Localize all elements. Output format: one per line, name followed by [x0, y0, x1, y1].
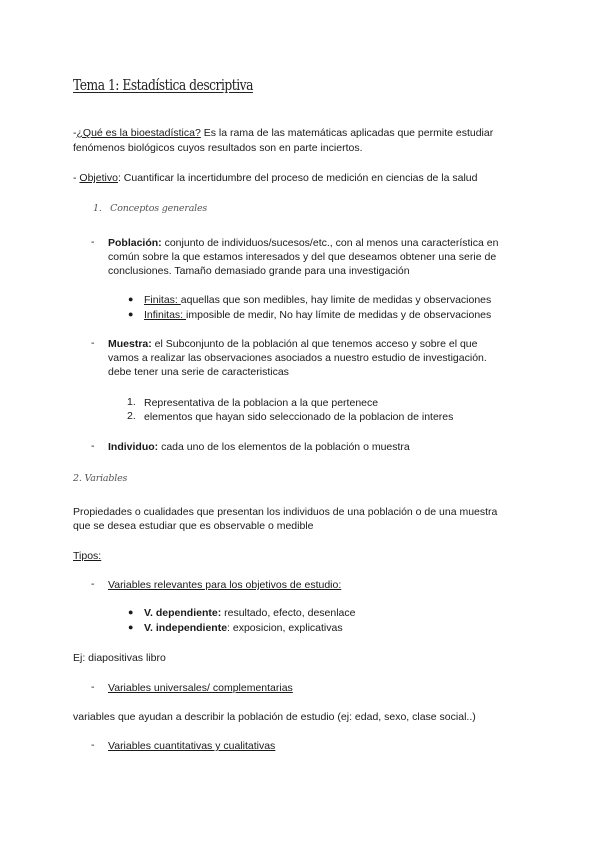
dash-symbol: - [91, 440, 95, 452]
section-1-number: 1. [93, 203, 102, 214]
list-item [144, 606, 355, 621]
variables-relevantes: Variables relevantes para los objetivos de estudio: [108, 579, 342, 591]
section-2-heading: 2. Variables [73, 473, 128, 484]
individuo-term: Individuo: [108, 441, 159, 453]
example-line: Ej: diapositivas libro [73, 652, 166, 664]
poblacion-line2: común sobre la que estamos interesados y del que deseamos obtener una serie de [108, 251, 497, 263]
list-item [144, 293, 491, 308]
muestra-line2: vamos a realizar las observaciones asociados a nuestro estudio de investigación. [108, 352, 487, 364]
objective-label: Objetivo [79, 172, 118, 184]
bullet-symbol: ● [128, 622, 134, 632]
variables-universales: Variables universales/ complementarias [108, 682, 293, 694]
bullet-symbol: ● [128, 309, 134, 319]
list-item [144, 308, 491, 323]
item-number: 1. [127, 396, 136, 408]
poblacion-term: Población: [108, 237, 162, 249]
tipos-label: Tipos: [73, 550, 102, 562]
dash-symbol: - [91, 236, 95, 248]
dependiente-text: resultado, efecto, desenlace [221, 607, 356, 619]
individuo-text: cada uno de los elementos de la población o muestra [158, 441, 410, 453]
dash-symbol: - [73, 127, 77, 139]
objective-text: : Cuantificar la incertidumbre del proceso de medición en ciencias de la salud [117, 172, 478, 184]
dash-symbol: - [91, 739, 95, 751]
dash-symbol: - [91, 578, 95, 590]
individuo-line [108, 440, 410, 455]
poblacion-line3: conclusiones. Tamaño demasiado grande para una investigación [108, 265, 410, 277]
dash-symbol: - [73, 172, 77, 184]
bullet-term: Infinitas: [144, 309, 187, 321]
poblacion-line1 [108, 236, 498, 251]
list-item [144, 621, 343, 636]
dash-symbol: - [91, 681, 95, 693]
bullet-symbol: ● [128, 607, 134, 617]
bullet-text: imposible de medir, No hay límite de medidas y de observaciones [186, 309, 492, 321]
muestra-line1 [108, 337, 478, 352]
intro-question-line [73, 126, 493, 141]
variables-cuantitativas: Variables cuantitativas y cualitativas [108, 740, 276, 752]
objective-line [73, 171, 477, 186]
section-1-title: Conceptos generales [110, 203, 208, 214]
poblacion-text: conjunto de individuos/sucesos/etc., con al menos una característica en [161, 237, 499, 249]
question-text: Es la rama de las matemáticas aplicadas que permite estudiar [200, 127, 494, 139]
item-number: 2. [127, 410, 136, 422]
page-title: Tema 1: Estadística descriptiva [73, 76, 253, 94]
question-label: ¿Qué es la bioestadística? [76, 127, 201, 139]
variables-paragraph-line2: que se desea estudiar que es observable o medible [73, 520, 314, 532]
variables-paragraph-line1: Propiedades o cualidades que presentan los individuos de una población o de una muestra [73, 506, 498, 518]
dependiente-term: V. dependiente: [144, 607, 222, 619]
bullet-text: aquellas que son medibles, hay limite de medidas y observaciones [180, 294, 492, 306]
bullet-symbol: ● [128, 294, 134, 304]
section-1-heading [93, 203, 207, 214]
bullet-term: Finitas: [144, 294, 181, 306]
dash-symbol: - [91, 337, 95, 349]
question-text-line2: fenómenos biológicos cuyos resultados son en parte inciertos. [73, 142, 363, 154]
list-item: Representativa de la poblacion a la que pertenece [144, 397, 379, 409]
list-item: elementos que hayan sido seleccionado de la poblacion de interes [144, 411, 454, 423]
independiente-text: : exposicion, explicativas [227, 622, 343, 634]
independiente-term: V. independiente [144, 622, 228, 634]
muestra-term: Muestra: [108, 338, 152, 350]
muestra-line3: debe tener una serie de caracteristicas [108, 366, 289, 378]
universales-description: variables que ayudan a describir la población de estudio (ej: edad, sexo, clase social..) [73, 711, 476, 723]
muestra-text: el Subconjunto de la población al que tenemos acceso y sobre el que [151, 338, 478, 350]
